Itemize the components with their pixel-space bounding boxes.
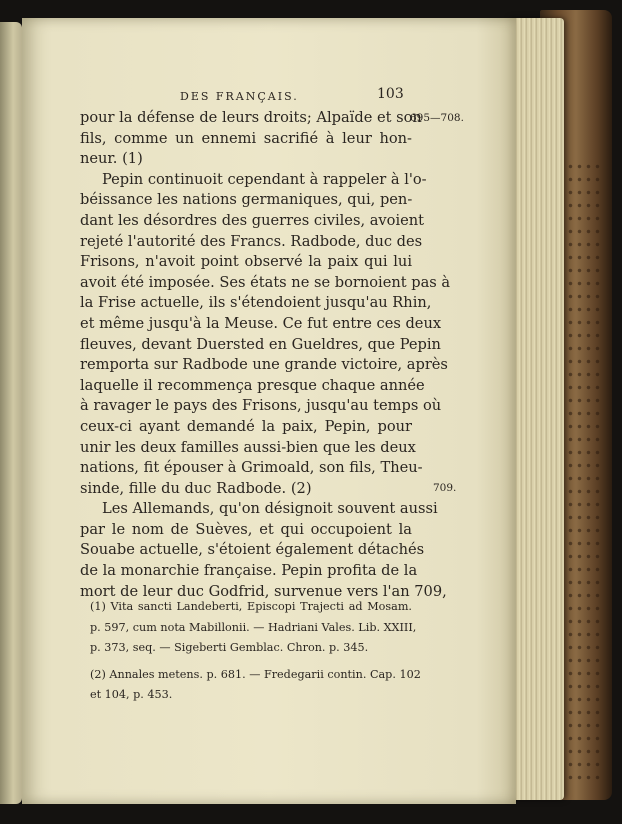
text-line: laquelle il recommença presque chaque année (80, 376, 425, 394)
text-line: fleuves, devant Duersted en Gueldres, que Pepin (80, 335, 441, 353)
text-line: Les Allemands, qu'on désignoit souvent aussi (102, 500, 438, 518)
text-line: Pepin continuoit cependant à rappeler à l'o- (102, 170, 427, 188)
margin-date: 709. (433, 482, 457, 494)
text-line: de la monarchie française. Pepin profita de la (80, 562, 418, 580)
text-line: avoit été imposée. Ses états ne se bornoient pas à (80, 273, 451, 291)
footnote-line: (2) Annales metens. p. 681. — Fredegarii contin. Cap. 102 (90, 667, 421, 681)
text-line: à ravager le pays des Frisons, jusqu'au temps où (80, 397, 442, 415)
text-line: Frisons, n'avoit point observé la paix qui lui (80, 253, 412, 271)
text-line: rejeté l'autorité des Francs. Radbode, duc des (80, 232, 423, 250)
page-stack-edge (508, 18, 564, 800)
text-line: unir les deux familles aussi-bien que les deux (80, 438, 416, 456)
footnote-line: p. 597, cum nota Mabillonii. — Hadriani Vales. Lib. XXIII, (90, 620, 417, 634)
page-number: 103 (377, 86, 404, 102)
running-head: DES FRANÇAIS. (180, 90, 299, 103)
footnote-line: p. 373, seq. — Sigeberti Gemblac. Chron. p. 345. (90, 641, 369, 655)
text-line: et même jusqu'à la Meuse. Ce fut entre ces deux (80, 314, 442, 332)
text-line: béissance les nations germaniques, qui, pen- (80, 191, 413, 209)
text-line: mort de leur duc Godfrid, survenue vers l'an 709, (80, 582, 447, 600)
footnote-line: (1) Vita sancti Landeberti, Episcopi Trajecti ad Mosam. (90, 600, 412, 613)
text-line: dant les désordres des guerres civiles, avoient (80, 211, 425, 229)
text-line: sinde, fille du duc Radbode. (2) (80, 479, 312, 497)
footnote-line: et 104, p. 453. (90, 688, 173, 702)
margin-date: 695—708. (410, 112, 464, 124)
text-line: la Frise actuelle, ils s'étendoient jusqu'au Rhin, (80, 294, 432, 312)
text-line: remporta sur Radbode une grande victoire, après (80, 356, 448, 374)
text-line: Souabe actuelle, s'étoient également détachés (80, 541, 425, 559)
text-line: fils, comme un ennemi sacrifié à leur hon- (80, 129, 412, 147)
text-line: pour la défense de leurs droits; Alpaïde et son (80, 109, 422, 126)
text-line: ceux-ci ayant demandé la paix, Pepin, pour (80, 417, 412, 435)
text-line: neur. (1) (80, 150, 143, 168)
footnotes (90, 598, 421, 707)
text-line: par le nom de Suèves, et qui occupoient la (80, 520, 412, 538)
left-page-edge (0, 22, 22, 804)
text-line: nations, fit épouser à Grimoald, son fils, Theu- (80, 459, 423, 477)
